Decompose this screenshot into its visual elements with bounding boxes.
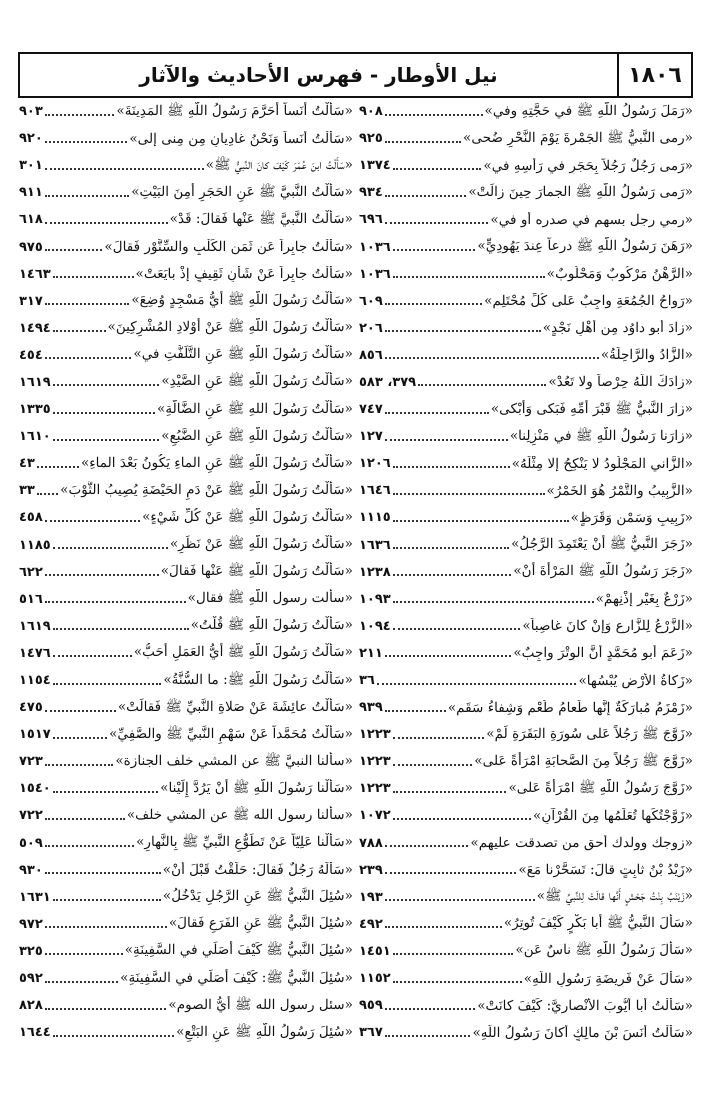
hadith-incipit: «رَمى رَسُولُ اللَّهِ ﷺ الجمارَ حِينَ زالَتْ» <box>468 183 693 200</box>
dot-leader <box>45 574 159 576</box>
dot-leader <box>393 249 476 251</box>
index-entry <box>359 504 693 531</box>
index-entry <box>359 857 693 884</box>
page-reference: ١٥٤٠ <box>19 781 51 797</box>
page-reference: ٦٠٩ <box>359 293 383 309</box>
index-entry <box>19 179 353 206</box>
hadith-incipit: «سُئِلَ النَّبيُّ ﷺ عَنِ الفَرَعِ فَقالَ» <box>168 915 353 932</box>
dot-leader <box>385 926 502 928</box>
index-entry <box>359 640 693 667</box>
index-entry <box>19 206 353 233</box>
index-entry <box>19 802 353 829</box>
page-reference: ٤٣ <box>19 456 35 472</box>
page-reference: ١٢٢٣ <box>359 727 391 743</box>
hadith-incipit: «الزَّرْعُ لِلزَّارِعِ وَإنْ كانَ غاصِباً» <box>522 618 693 635</box>
index-entry <box>19 775 353 802</box>
hadith-incipit: «زَمْزَمُ مُبارَكَةٌ إِنَّها طَعامُ طُعْمٍ وَشِفاءُ سَقَمٍ» <box>447 699 693 716</box>
dot-leader <box>45 953 123 955</box>
dot-leader <box>53 330 106 332</box>
index-entry <box>19 423 353 450</box>
hadith-incipit: «سَأَلْتُ رَسُولَ اللَّهِ ﷺ عَنِ الضَّبُعِ» <box>161 427 353 444</box>
dot-leader <box>393 466 510 468</box>
dot-leader <box>377 683 577 685</box>
index-entry <box>359 98 693 125</box>
page-reference: ٩٣٩ <box>359 700 383 716</box>
index-entry <box>19 911 353 938</box>
page-reference: ٩٥٩ <box>359 998 383 1014</box>
dot-leader <box>45 845 134 847</box>
hadith-incipit: «زَجَرَ رَسُولُ اللَّهِ ﷺ المَرْأَةَ أنْ» <box>513 563 693 580</box>
hadith-incipit: «سَأَلْنا عَلِيّاً عَنْ تَطَوُّعِ النَّبيِّ ﷺ بِالنَّهارِ» <box>136 834 353 851</box>
index-entry <box>359 721 693 748</box>
index-entry <box>359 233 693 260</box>
index-entry <box>359 965 693 992</box>
hadith-incipit: «زَجَرَ النَّبيُّ ﷺ أنْ يَعْتَمِدَ الرَّجُلُ» <box>511 536 693 553</box>
page-reference: ٦٢٢ <box>19 564 43 580</box>
index-entry <box>19 721 353 748</box>
hadith-incipit: «زَوَّجَ رَسُولُ اللَّهِ ﷺ امْرَأَةً عَلى» <box>508 779 693 796</box>
dot-leader <box>45 601 186 603</box>
dot-leader <box>45 114 115 116</box>
page-reference: ١٢٢٣ <box>359 781 391 797</box>
index-entry <box>19 396 353 423</box>
hadith-incipit: «زَوَّجْتُكَها تُعَلِّمُها مِنَ القُرْآنِ» <box>533 807 693 824</box>
dot-leader <box>385 330 541 332</box>
dot-leader <box>385 303 482 305</box>
hadith-incipit: «الرَّهْنُ مَرْكُوبٌ وَمَحْلُوبٌ» <box>546 266 693 283</box>
dot-leader <box>393 818 531 820</box>
index-entry <box>359 748 693 775</box>
hadith-incipit: «سَأَلْتُ رَسُولَ اللَّهِ ﷺ عَنْ كُلِّ شَيْءٍ» <box>142 508 353 525</box>
page-reference: ٣٢٥ <box>19 943 43 959</box>
page-reference: ٩٣٠ <box>19 862 43 878</box>
dot-leader <box>45 981 118 983</box>
index-entry <box>19 559 353 586</box>
hadith-incipit: «سَأَلَ رَسُولُ اللَّهِ ﷺ ناسٌ عَن» <box>515 942 693 959</box>
page-reference: ١٢٧ <box>359 429 383 445</box>
page-reference: ٣٧٩، ٥٨٣ <box>359 374 417 390</box>
hadith-incipit: «زادَ أبو داوُد مِن أَهْلِ نَجْدٍ» <box>542 320 693 337</box>
index-entry <box>19 857 353 884</box>
dot-leader <box>45 764 114 766</box>
index-entry <box>359 911 693 938</box>
hadith-incipit: «الزَّادُ والرَّاحِلَةُ» <box>600 347 693 364</box>
index-entry <box>19 342 353 369</box>
page-reference: ١٦٤٦ <box>359 483 391 499</box>
page-reference: ٩٢٥ <box>359 131 383 147</box>
hadith-incipit: «سَأَلْتُ أَنَساً أَحَرَّمَ رَسُولُ اللَّهِ ﷺ المَدِينَةَ» <box>116 102 353 119</box>
index-entry <box>19 884 353 911</box>
dot-leader <box>45 357 132 359</box>
dot-leader <box>45 872 161 874</box>
page-reference: ٢٠٦ <box>359 320 383 336</box>
index-entry <box>19 586 353 613</box>
hadith-incipit: «الزَّبِيبُ والتَّمْرُ هُوَ الخَمْرُ» <box>546 482 693 499</box>
dot-leader <box>37 466 79 468</box>
hadith-incipit: «زادَكَ اللَّهُ حِرْصاً ولا تَعُدْ» <box>548 374 693 391</box>
index-entry <box>359 179 693 206</box>
index-entry <box>19 613 353 640</box>
index-entry <box>359 992 693 1019</box>
dot-leader <box>393 276 545 278</box>
hadith-incipit: «زَوَّجَ ﷺ رَجُلاً مِنَ الصَّحابَةِ امْرَأَةً عَلى» <box>474 752 693 769</box>
page-reference: ١٣٣٥ <box>19 402 51 418</box>
page-reference: ٣٣ <box>19 483 35 499</box>
page-reference: ٣٠١ <box>19 158 43 174</box>
hadith-incipit: «سَأَلْتُ رَسُولَ اللَّهِ ﷺ عَنْ أَوْلادِ المُشْرِكِينَ» <box>107 319 353 336</box>
dot-leader <box>45 818 125 820</box>
index-entry <box>359 152 693 179</box>
index-entry <box>19 694 353 721</box>
index-entry <box>359 369 693 396</box>
page-reference: ١٤٦٣ <box>19 266 51 282</box>
index-entry <box>359 775 693 802</box>
dot-leader <box>45 141 128 143</box>
page-reference: ٦٩٦ <box>359 212 383 228</box>
hadith-incipit: «سَأَلْتُ رَسُولَ اللهِ ﷺ عَنِ الضَّالَّةِ» <box>157 400 353 417</box>
hadith-incipit: «سَأَلْتُ جابِراً عَنْ شَأْنِ ثَقِيفٍ إذْ بايَعَتْ» <box>135 266 353 283</box>
page-reference: ٢٣٩ <box>359 862 383 878</box>
index-entry <box>359 261 693 288</box>
page-reference: ٣٦٧ <box>359 1025 383 1041</box>
hadith-incipit: «سَأَلَهُ رَجُلٌ فَقالَ: حَلَقْتُ قَبْلَ أنْ» <box>162 862 353 879</box>
dot-leader <box>37 493 58 495</box>
page-reference: ١٦٣٦ <box>359 537 391 553</box>
index-entry <box>19 152 353 179</box>
index-entry <box>359 1019 693 1046</box>
hadith-incipit: «الزَّاني المَجْلُودُ لا يَنْكِحُ إلا مِثْلَهُ» <box>511 455 693 472</box>
page-reference: ٧٤٧ <box>359 402 383 418</box>
hadith-incipit: «زارَ النَّبيُّ ﷺ قَبْرَ أُمِّهِ فَبَكى وَأَبْكى» <box>490 400 693 417</box>
index-entry <box>19 640 353 667</box>
index-entry <box>19 504 353 531</box>
dot-leader <box>393 601 594 603</box>
index-entry <box>359 342 693 369</box>
dot-leader <box>53 737 107 739</box>
index-entry <box>19 450 353 477</box>
hadith-incipit: «سَأَلْتُ رَسُولَ اللَّهِ ﷺ عَنْ دَمِ الحَيْضَةِ يُصِيبُ الثَّوْبَ» <box>60 481 353 498</box>
page-number: ١٨٠٦ <box>617 54 691 96</box>
page-reference: ٩٠٣ <box>19 104 43 120</box>
dot-leader <box>393 953 514 955</box>
index-entry <box>19 261 353 288</box>
hadith-incipit: «سَأَلْتُ النَّبيَّ ﷺ عَنْها فَقالَ: قَدْ» <box>169 210 353 227</box>
index-entry <box>359 667 693 694</box>
dot-leader <box>45 195 129 197</box>
page-reference: ٨٥٦ <box>359 347 383 363</box>
hadith-incipit: «سَأَلْتُ رَسُولَ اللَّهِ ﷺ عَنِ الماءِ يَكُونُ بَعْدَ الماءِ» <box>80 454 353 471</box>
dot-leader <box>385 222 489 224</box>
page-reference: ١٥١٧ <box>19 727 51 743</box>
hadith-incipit: «سَأَلْتُ رَسُولَ اللَّهِ ﷺ عَنْها فَقالَ» <box>160 563 353 580</box>
index-entry <box>19 532 353 559</box>
index-entry <box>19 288 353 315</box>
index-entry <box>359 938 693 965</box>
dot-leader <box>53 384 160 386</box>
hadith-incipit: «زَيْدُ بْنُ ثابِتٍ قالَ: تَسَحَّرْنا مَعَ» <box>518 862 693 879</box>
hadith-incipit: «سَأَلْتُ جابِراً عَن ثَمَنِ الكَلْبِ والسِّنَّوْرِ فَقالَ» <box>104 239 353 256</box>
index-entry <box>19 477 353 504</box>
page-reference: ١٠٣٦ <box>359 266 391 282</box>
hadith-incipit: «سَأَلْتُ رَسُولَ اللَّهِ ﷺ قُلْتُ» <box>190 617 353 634</box>
hadith-incipit: «زَوَّجَ ﷺ رَجُلاً عَلى سُورَةِ البَقَرَةِ لَمْ» <box>486 725 693 742</box>
dot-leader <box>45 926 167 928</box>
index-entry <box>359 884 693 911</box>
dot-leader <box>385 439 508 441</box>
dot-leader <box>53 1035 174 1037</box>
dot-leader <box>385 195 467 197</box>
page-reference: ٥١٦ <box>19 591 43 607</box>
dot-leader <box>385 655 512 657</box>
page-reference: ١٦٤٤ <box>19 1025 51 1041</box>
hadith-incipit: «سَأَلْتُ عائِشَةَ عَنْ صَلاةِ النَّبيِّ ﷺ فَقالَتْ» <box>117 698 353 715</box>
page-reference: ١٤٥١ <box>359 943 391 959</box>
page-reference: ١٠٩٣ <box>359 591 391 607</box>
hadith-incipit: «سُئِلَ النَّبيُّ ﷺ كَيْفَ أُصَلِّي في السَّفِينَةِ» <box>124 942 353 959</box>
dot-leader <box>393 764 473 766</box>
dot-leader <box>53 439 160 441</box>
index-entry <box>359 396 693 423</box>
dot-leader <box>385 114 483 116</box>
page-reference: ٧٢٣ <box>19 754 43 770</box>
page-reference: ٩٧٥ <box>19 239 43 255</box>
hadith-incipit: «زارَنا رَسُولُ اللَّهِ ﷺ في مَنْزِلِنا» <box>509 427 693 444</box>
dot-leader <box>53 412 155 414</box>
hadith-incipit: «سُئِلَ رَسُولُ اللَّهِ ﷺ عَنِ البَتْعِ» <box>176 1023 353 1040</box>
dot-leader <box>393 628 521 630</box>
index-entry <box>359 206 693 233</box>
page-reference: ٩٣٤ <box>359 185 383 201</box>
index-entry <box>19 1019 353 1046</box>
page-reference: ١٢٣٨ <box>359 564 391 580</box>
hadith-incipit: «زَكاةُ الأَرْضِ يُبْسُها» <box>578 672 693 689</box>
page-reference: ١١٥٤ <box>19 673 51 689</box>
page-header <box>18 52 693 98</box>
dot-leader <box>385 141 461 143</box>
hadith-incipit: «سَأَلْتُ أَنَسَ بْنَ مالِكٍ أَكانَ رَسُولُ اللَّهِ» <box>472 1024 693 1041</box>
dot-leader <box>393 547 509 549</box>
index-entry <box>359 532 693 559</box>
page-reference: ١٠٧٢ <box>359 808 391 824</box>
hadith-incipit: «سَأَلْتُ أبا أَيُّوبَ الأَنْصارِيَّ: كَيْفَ كانَتْ» <box>477 997 693 1014</box>
dot-leader <box>385 412 489 414</box>
index-entry <box>359 477 693 504</box>
dot-leader <box>45 1008 167 1010</box>
hadith-incipit: «سَأَلْتُ مُحَمَّداً عَنْ سَهْمِ النَّبيِّ ﷺ والصَّفِيِّ» <box>109 725 353 742</box>
index-entry <box>359 125 693 152</box>
page-reference: ٩١١ <box>19 185 43 201</box>
page-reference: ١٣٧٤ <box>359 158 391 174</box>
dot-leader <box>385 710 446 712</box>
hadith-incipit: «رَمى رَجُلٌ رَجُلاً بِحَجَرٍ في رَأْسِهِ في» <box>483 157 693 174</box>
hadith-incipit: «رَمَلَ رَسُولُ اللَّهِ ﷺ في حَجَّتِهِ وفي» <box>484 102 693 119</box>
dot-leader <box>385 1008 475 1010</box>
hadith-incipit: «رَواحُ الجُمُعَةِ واجِبٌ عَلى كُلِّ مُحْتَلِمٍ» <box>484 293 693 310</box>
dot-leader <box>53 683 162 685</box>
hadith-incipit: «سَأَلْتُ ابنَ عُمَرَ كَيْفَ كانَ النَّبيُّ ﷺ» <box>205 156 353 173</box>
hadith-incipit: «سألنا رسول الله ﷺ عن المشي خلف» <box>126 806 353 823</box>
dot-leader <box>45 710 116 712</box>
index-entry <box>359 802 693 829</box>
hadith-incipit: «سَأَلَ عَنْ فَرِيضَةِ رَسُولِ اللَّهِ» <box>523 970 693 987</box>
page-reference: ١٦١٠ <box>19 429 51 445</box>
page-reference: ١١٨٥ <box>19 537 51 553</box>
hadith-incipit: «سَأَلْنا رَسُولَ اللَّهِ ﷺ أنْ يَرُدَّ إِلَيْنا» <box>160 779 353 796</box>
hadith-incipit: «سَأَلَ النَّبيُّ ﷺ أبا بَكْرٍ كَيْفَ تُوتِرُ» <box>503 915 693 932</box>
dot-leader <box>393 791 507 793</box>
index-column-right <box>359 98 693 1098</box>
hadith-incipit: «زَرْعٌ بِغَيْرِ إِذْنِهِمْ» <box>595 591 693 608</box>
hadith-incipit: «رمى النَّبيُّ ﷺ الجَمْرةَ يَوْمَ النَّحْرِ ضُحى» <box>463 129 693 146</box>
page-reference: ١٤٧٦ <box>19 645 51 661</box>
dot-leader <box>393 168 482 170</box>
index-column-left <box>19 98 353 1098</box>
dot-leader <box>393 737 485 739</box>
dot-leader <box>385 872 517 874</box>
page-reference: ١٢٠٦ <box>359 456 391 472</box>
page-reference: ٩٠٨ <box>359 104 383 120</box>
page-reference: ١٠٣٦ <box>359 239 391 255</box>
index-entry <box>359 288 693 315</box>
dot-leader <box>45 249 103 251</box>
page-reference: ١١١٥ <box>359 510 391 526</box>
hadith-incipit: «سَأَلْتُ رَسُولَ اللَّهِ ﷺ عَنِ التَّلَفُّتِ في» <box>133 346 353 363</box>
page-reference: ٤٩٢ <box>359 916 383 932</box>
hadith-incipit: «سُئِلَ النَّبيُّ ﷺ: كَيْفَ أُصَلِّي في السَّفِينَةِ» <box>120 969 353 986</box>
dot-leader <box>45 303 130 305</box>
index-entry <box>19 938 353 965</box>
page-reference: ١٦١٩ <box>19 618 51 634</box>
index-entry <box>19 748 353 775</box>
page-reference: ٣١٧ <box>19 293 43 309</box>
page-reference: ٣٦ <box>359 673 375 689</box>
page-reference: ٤٥٨ <box>19 510 43 526</box>
dot-leader <box>393 493 545 495</box>
hadith-incipit: «سَأَلْتُ رَسُولَ اللَّهِ ﷺ أَيُّ العَمَلِ أَحَبُّ» <box>133 644 353 661</box>
page-reference: ٧٢٢ <box>19 808 43 824</box>
page-reference: ٤٥٤ <box>19 347 43 363</box>
dot-leader <box>418 384 546 386</box>
index-entry <box>359 315 693 342</box>
dot-leader <box>53 655 132 657</box>
hadith-incipit: «سَأَلْتُ النَّبيَّ ﷺ عَنِ الحَجَرِ أَمِنَ البَيْتِ» <box>131 183 353 200</box>
index-entry <box>19 369 353 396</box>
dot-leader <box>393 520 569 522</box>
index-entry <box>359 559 693 586</box>
page-reference: ١٦٣١ <box>19 889 51 905</box>
page-reference: ١٤٩٤ <box>19 320 51 336</box>
index-entry <box>19 965 353 992</box>
hadith-incipit: «سُئِلَ النَّبيُّ ﷺ عَنِ الرَّجُلِ يَدْخُلُ» <box>162 888 353 905</box>
dot-leader <box>45 168 204 170</box>
hadith-incipit: «زَبِيبٍ وَسَمْنٍ وَقَرَظٍ» <box>570 509 693 526</box>
dot-leader <box>53 791 158 793</box>
dot-leader <box>45 520 140 522</box>
hadith-incipit: «زَيْنَبُ بِنْتُ جَحْشٍ أَنَّها قالَتْ لِلنَّبيِّ ﷺ» <box>536 888 693 905</box>
page-reference: ١٩٣ <box>359 889 383 905</box>
hadith-incipit: «رمي رجل بسهم في صدره أو في» <box>490 211 693 228</box>
hadith-incipit: «سَأَلْتُ أَنَساً وَنَحْنُ غادِيانِ مِن مِنى إلى» <box>129 130 353 147</box>
hadith-incipit: «سألت رسول اللَّهِ ﷺ فقال» <box>187 590 353 607</box>
hadith-incipit: «زَعَمَ أبو مُحَمَّدٍ أنَّ الوِتْرَ واجِبٌ» <box>513 645 693 662</box>
dot-leader <box>53 276 134 278</box>
dot-leader <box>53 628 189 630</box>
hadith-incipit: «زوجك وولدك أحق من تصدقت عليهم» <box>470 835 693 852</box>
dot-leader <box>385 1035 471 1037</box>
page-reference: ٢١١ <box>359 645 383 661</box>
hadith-incipit: «سَأَلْتُ رَسُولَ اللَّهِ ﷺ أَيُّ مَسْجِدٍ وُضِعَ» <box>131 292 353 309</box>
page-reference: ٥٩٢ <box>19 971 43 987</box>
index-entry <box>19 992 353 1019</box>
index-entry <box>359 613 693 640</box>
dot-leader <box>385 845 469 847</box>
index-entry <box>19 667 353 694</box>
hadith-incipit: «رَهَنَ رَسُولُ اللَّهِ ﷺ درعاً عِندَ يَهُودِيٍّ» <box>477 238 693 255</box>
index-entry <box>359 830 693 857</box>
page-reference: ١٢٢٣ <box>359 754 391 770</box>
page-reference: ٧٨٨ <box>359 835 383 851</box>
page-reference: ١٦١٩ <box>19 374 51 390</box>
dot-leader <box>393 574 512 576</box>
page-reference: ٨٢٨ <box>19 998 43 1014</box>
hadith-incipit: «سَأَلْتُ رَسُولَ اللَّهِ ﷺ عَنِ الصَّيْدِ» <box>161 373 353 390</box>
page-reference: ١١٥٢ <box>359 971 391 987</box>
index-entry <box>19 830 353 857</box>
index-entry <box>19 233 353 260</box>
hadith-incipit: «سئل رسول الله ﷺ أيُّ الصوم» <box>168 996 353 1013</box>
page-reference: ١٠٩٤ <box>359 618 391 634</box>
dot-leader <box>53 547 168 549</box>
dot-leader <box>45 222 168 224</box>
index-entry <box>19 315 353 342</box>
page-reference: ٦١٨ <box>19 212 43 228</box>
dot-leader <box>53 899 161 901</box>
page-reference: ٩٧٢ <box>19 916 43 932</box>
index-entry <box>359 586 693 613</box>
index-entry <box>359 423 693 450</box>
index-entry <box>359 450 693 477</box>
index-entry <box>359 694 693 721</box>
page-reference: ٩٢٠ <box>19 131 43 147</box>
hadith-incipit: «سَأَلْتُ رَسُولَ اللَّهِ ﷺ عَنْ نَظَرِ» <box>169 536 353 553</box>
hadith-incipit: «سألنا النبيَّ ﷺ عن المشي خلف الجنازة» <box>115 752 353 769</box>
index-entry <box>19 125 353 152</box>
dot-leader <box>393 981 522 983</box>
dot-leader <box>385 899 535 901</box>
dot-leader <box>385 357 599 359</box>
hadith-incipit: «سَأَلْتُ رَسُولَ اللَّهِ ﷺ: ما السُّنَّةُ» <box>163 671 353 688</box>
page-reference: ٥٠٩ <box>19 835 43 851</box>
running-title: نيل الأوطار - فهرس الأحاديث والآثار <box>139 63 498 87</box>
page-reference: ٤٧٥ <box>19 700 43 716</box>
index-entry <box>19 98 353 125</box>
